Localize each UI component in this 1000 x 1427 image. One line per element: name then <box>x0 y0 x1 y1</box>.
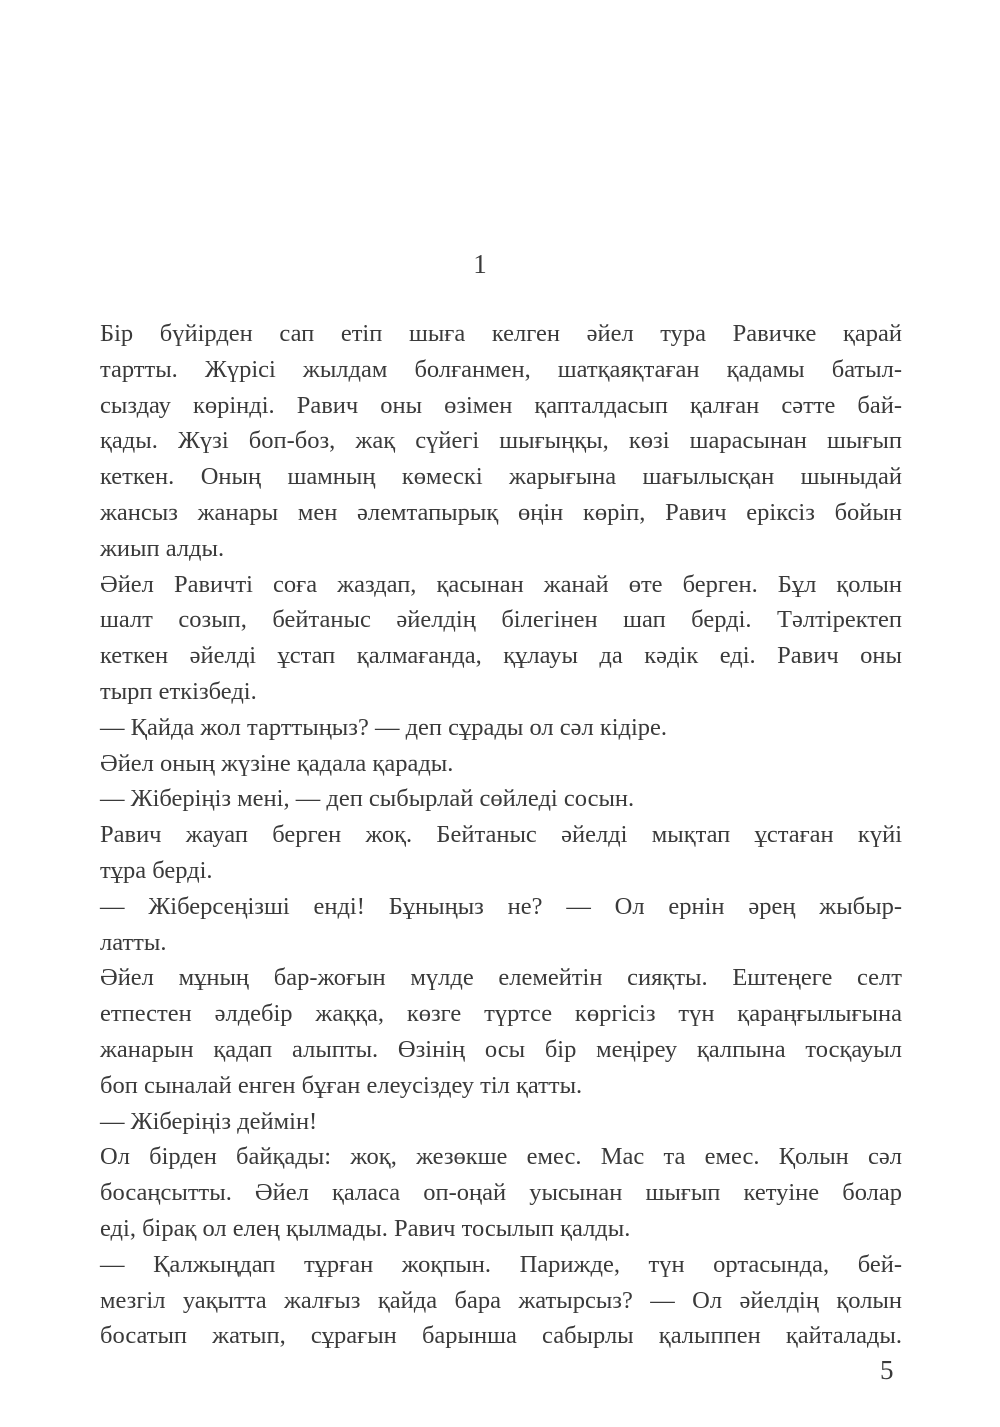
chapter-number: 1 <box>473 249 487 279</box>
text-line: Ол бірден байқады: жоқ, жезөкше емес. Мас та емес. Қолын сәл <box>100 1143 902 1171</box>
text-line: шалт созып, бейтаныс әйелдің білегінен шап берді. Тәлтіректеп <box>100 606 902 634</box>
text-line: — Қайда жол тарттыңыз? — деп сұрады ол сәл кідіре. <box>100 713 668 741</box>
text-line: жансыз жанары мен әлемтапырық өңін көріп, Равич еріксіз бойын <box>100 498 902 526</box>
page-number: 5 <box>880 1355 894 1385</box>
text-line: тырп еткізбеді. <box>100 677 257 705</box>
text-line: Бір бүйірден сап етіп шыға келген әйел тура Равичке қарай <box>100 320 902 347</box>
text-line: Әйел мұның бар-жоғын мүлде елемейтін сияқты. Ештеңеге селт <box>100 964 902 992</box>
text-line: босаңсытты. Әйел қаласа оп-оңай уысынан шығып кетуіне болар <box>100 1179 902 1207</box>
text-line: жанарын қадап алыпты. Өзінің осы бір меңіреу қалпына тосқауыл <box>100 1035 902 1063</box>
text-line: — Қалжыңдап тұрған жоқпын. Парижде, түн ортасында, бей- <box>100 1250 902 1278</box>
text-line: еді, бірақ ол елең қылмады. Равич тосылып қалды. <box>100 1214 631 1242</box>
text-line: босатып жатып, сұрағын барынша сабырлы қалыппен қайталады. <box>100 1322 902 1350</box>
text-line: латты. <box>100 928 167 956</box>
text-line: тартты. Жүрісі жылдам болғанмен, шатқаяқтаған қадамы батыл- <box>100 355 902 383</box>
text-line: — Жіберіңіз деймін! <box>100 1107 318 1135</box>
text-line: кеткен. Оның шамның көмескі жарығына шағылысқан шыныдай <box>100 463 902 491</box>
text-line: боп сыналай енген бұған елеусіздеу тіл қатты. <box>100 1071 583 1099</box>
text-line: — Жіберсеңізші енді! Бұныңыз не? — Ол ернін әрең жыбыр- <box>100 892 902 920</box>
text-line: сыздау көрінді. Равич оны өзімен қапталдасып қалған сәтте бай- <box>100 391 902 419</box>
text-line: Әйел Равичті соға жаздап, қасынан жанай өте берген. Бұл қолын <box>100 570 902 598</box>
body-text <box>100 316 902 1354</box>
text-line: кеткен әйелді ұстап қалмағанда, құлауы да кәдік еді. Равич оны <box>100 642 902 670</box>
text-line: мезгіл уақытта жалғыз қайда бара жатырсыз? — Ол әйелдің қолын <box>100 1286 902 1314</box>
text-line: Әйел оның жүзіне қадала қарады. <box>100 749 454 777</box>
text-line: етпестен әлдебір жаққа, көзге түртсе көргісіз түн қараңғылығына <box>100 1000 902 1028</box>
text-line: қады. Жүзі боп-боз, жақ сүйегі шығыңқы, көзі шарасынан шығып <box>100 427 902 455</box>
text-line: жиып алды. <box>100 534 225 562</box>
text-line: тұра берді. <box>100 856 213 884</box>
text-line: — Жіберіңіз мені, — деп сыбырлай сөйледі сосын. <box>100 785 635 813</box>
text-line: Равич жауап берген жоқ. Бейтаныс әйелді мықтап ұстаған күйі <box>100 821 902 849</box>
